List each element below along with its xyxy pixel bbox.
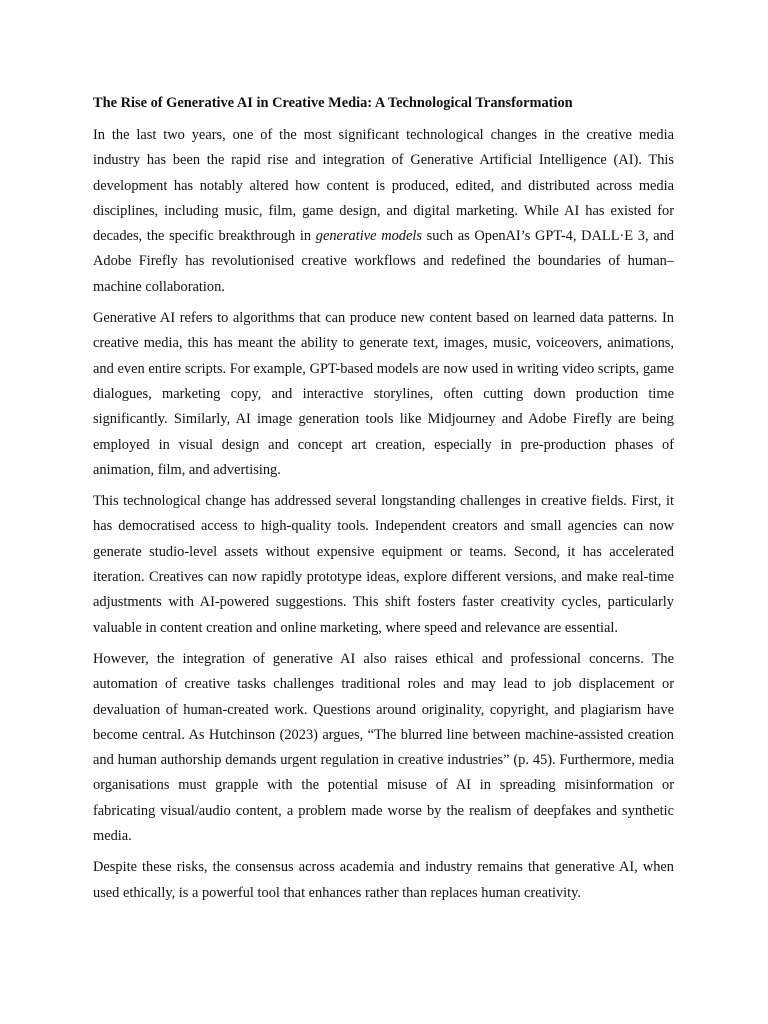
paragraph-1-text-end: such as OpenAI’s GPT-4, DALL·E 3, and Adobe Firefly has revolutionised creative workflows and redefined the boundaries of human–machine collaboration. <box>93 228 674 295</box>
paragraph-2: Generative AI refers to algorithms that can produce new content based on learned data patterns. In creative media, this has meant the ability to generate text, images, music, voiceovers, animations, and even entire scripts. For example, GPT-based models are now used in writing video scripts, game dialogues, marketing copy, and interactive storylines, often cutting down production time significantly. Similarly, AI image generation tools like Midjourney and Adobe Firefly are being employed in visual design and concept art creation, especially in pre-production phases of animation, film, and advertising. <box>93 310 674 478</box>
document-title: The Rise of Generative AI in Creative Media: A Technological Transformation <box>93 95 573 111</box>
paragraph-4: However, the integration of generative AI also raises ethical and professional concerns. The automation of creative tasks challenges traditional roles and may lead to job displacement or devaluation of human-created work. Questions around originality, copyright, and plagiarism have become central. As Hutchinson (2023) argues, “The blurred line between machine-assisted creation and human authorship demands urgent regulation in creative industries” (p. 45). Furthermore, media organisations must grapple with the potential misuse of AI in spreading misinformation or fabricating visual/audio content, a problem made worse by the realism of deepfakes and synthetic media. <box>93 650 674 845</box>
document-page <box>93 93 674 912</box>
paragraph-1-emphasis: generative models <box>315 228 422 245</box>
paragraph-3: This technological change has addressed several longstanding challenges in creative fields. First, it has democratised access to high-quality tools. Independent creators and small agencies can now generate studio-level assets without expensive equipment or teams. Second, it has accelerated iteration. Creatives can now rapidly prototype ideas, explore different versions, and make real-time adjustments with AI-powered suggestions. This shift fosters faster creativity cycles, particularly valuable in content creation and online marketing, where speed and relevance are essential. <box>93 493 674 636</box>
paragraph-5: Despite these risks, the consensus across academia and industry remains that generative AI, when used ethically, is a powerful tool that enhances rather than replaces human creativity. <box>93 859 674 901</box>
paragraph-1-text-start: In the last two years, one of the most significant technological changes in the creative media industry has been the rapid rise and integration of Generative Artificial Intelligence (AI). This development has notably altered how content is produced, edited, and distributed across media disciplines, including music, film, game design, and digital marketing. While AI has existed for decades, the specific breakthrough in <box>93 127 674 245</box>
paragraph-1 <box>93 123 674 300</box>
